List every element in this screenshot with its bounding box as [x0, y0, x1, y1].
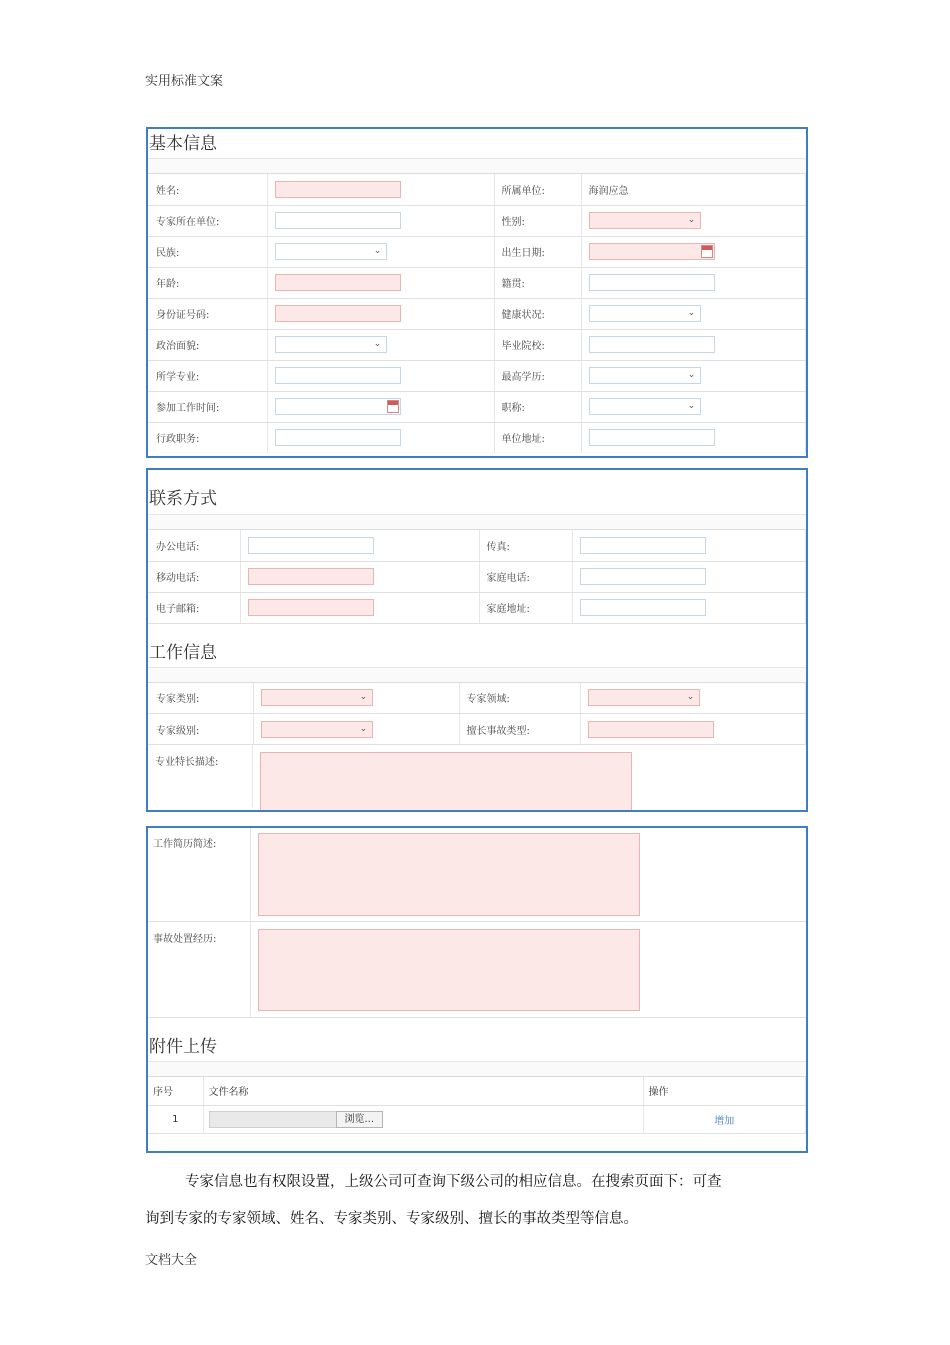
- form-row: [148, 683, 806, 714]
- table-header-row: [148, 1077, 806, 1105]
- work-start-label: 参加工作时间:: [148, 391, 267, 422]
- expert-level-label: 专家级别:: [148, 714, 253, 745]
- add-link[interactable]: 增加: [714, 1115, 735, 1127]
- work-title: 工作信息: [148, 638, 806, 668]
- chevron-down-icon: ⌄: [686, 692, 695, 703]
- browse-button[interactable]: 浏览...: [336, 1111, 384, 1128]
- expert-category-select[interactable]: [261, 689, 373, 706]
- basic-info-title: 基本信息: [148, 129, 806, 159]
- paragraph-line-1: 专家信息也有权限设置，上级公司可查询下级公司的相应信息。在搜索页面下：可查: [185, 1174, 722, 1190]
- fax-label: 传真:: [479, 530, 572, 561]
- accident-type-label: 擅长事故类型:: [459, 714, 580, 745]
- expert-field-select[interactable]: [588, 689, 700, 706]
- birthdate-label: 出生日期:: [494, 236, 581, 267]
- fax-input[interactable]: [580, 537, 706, 554]
- unit-value: 海润应急: [581, 174, 806, 205]
- section-divider: [148, 1062, 806, 1077]
- name-input[interactable]: [275, 181, 401, 198]
- form-row: [148, 236, 806, 267]
- form-row: [148, 714, 806, 745]
- history-attach-panel: [146, 826, 808, 1153]
- accident-history-label: 事故处置经历:: [148, 922, 251, 1018]
- chevron-down-icon: ⌄: [359, 723, 368, 734]
- contact-work-panel: [146, 468, 808, 812]
- age-label: 年龄:: [148, 267, 267, 298]
- chevron-down-icon: ⌄: [373, 246, 382, 256]
- education-label: 最高学历:: [494, 360, 581, 391]
- form-row: [148, 530, 806, 561]
- form-row: [148, 329, 806, 360]
- major-input[interactable]: [275, 367, 401, 384]
- body-paragraph: [145, 1164, 765, 1238]
- calendar-icon[interactable]: [701, 245, 713, 258]
- address-input[interactable]: [589, 429, 715, 446]
- section-divider: [148, 668, 806, 683]
- form-row: [148, 561, 806, 592]
- work-history-label: 工作简历简述:: [148, 828, 251, 922]
- native-place-label: 籍贯:: [494, 267, 581, 298]
- admin-post-label: 行政职务:: [148, 422, 267, 453]
- form-row: [148, 298, 806, 329]
- native-place-input[interactable]: [589, 274, 715, 291]
- birthdate-input[interactable]: [589, 243, 715, 260]
- email-input[interactable]: [248, 599, 374, 616]
- expert-field-label: 专家领域:: [459, 683, 580, 714]
- work-start-input[interactable]: [275, 398, 401, 415]
- attach-table: [148, 1077, 806, 1134]
- chevron-down-icon: ⌄: [359, 692, 368, 703]
- section-divider: [148, 515, 806, 530]
- form-row: [148, 174, 806, 205]
- col-op-header: 操作: [643, 1077, 806, 1105]
- specialty-desc-label: 专业特长描述:: [148, 745, 253, 807]
- calendar-icon[interactable]: [387, 400, 399, 413]
- work-form: [148, 683, 806, 746]
- accident-history-textarea[interactable]: [258, 929, 640, 1011]
- chevron-down-icon: ⌄: [687, 370, 696, 380]
- ethnicity-select[interactable]: [275, 243, 387, 260]
- office-phone-label: 办公电话:: [148, 530, 240, 561]
- specialty-desc-textarea[interactable]: [260, 752, 632, 812]
- row-no: 1: [148, 1105, 203, 1133]
- work-history-textarea[interactable]: [258, 833, 640, 916]
- unit-label: 所属单位:: [494, 174, 581, 205]
- file-path-input[interactable]: [209, 1111, 337, 1128]
- form-row: [148, 205, 806, 236]
- political-select[interactable]: [275, 336, 387, 353]
- contact-title: 联系方式: [148, 484, 806, 515]
- expert-category-label: 专家类别:: [148, 683, 253, 714]
- page-footer: 文档大全: [145, 1253, 198, 1268]
- form-row: [148, 267, 806, 298]
- expert-unit-input[interactable]: [275, 212, 401, 229]
- id-number-input[interactable]: [275, 305, 401, 322]
- gender-select[interactable]: [589, 212, 701, 229]
- id-number-label: 身份证号码:: [148, 298, 267, 329]
- chevron-down-icon: ⌄: [373, 339, 382, 349]
- accident-type-input[interactable]: [588, 721, 714, 738]
- table-row: [148, 1105, 806, 1133]
- gender-label: 性别:: [494, 205, 581, 236]
- home-address-label: 家庭地址:: [479, 592, 572, 623]
- chevron-down-icon: ⌄: [687, 308, 696, 318]
- expert-unit-label: 专家所在单位:: [148, 205, 267, 236]
- attach-title: 附件上传: [148, 1032, 806, 1062]
- home-phone-input[interactable]: [580, 568, 706, 585]
- chevron-down-icon: ⌄: [687, 401, 696, 411]
- title-select[interactable]: [589, 398, 701, 415]
- address-label: 单位地址:: [494, 422, 581, 453]
- education-select[interactable]: [589, 367, 701, 384]
- political-label: 政治面貌:: [148, 329, 267, 360]
- col-name-header: 文件名称: [203, 1077, 643, 1105]
- form-row: [148, 422, 806, 453]
- ethnicity-label: 民族:: [148, 236, 267, 267]
- form-row: [148, 360, 806, 391]
- add-cell: [643, 1105, 806, 1133]
- form-row: [148, 391, 806, 422]
- email-label: 电子邮箱:: [148, 592, 240, 623]
- major-label: 所学专业:: [148, 360, 267, 391]
- mobile-input[interactable]: [248, 568, 374, 585]
- age-input[interactable]: [275, 274, 401, 291]
- form-row: [148, 592, 806, 623]
- health-select[interactable]: [589, 305, 701, 322]
- home-address-input[interactable]: [580, 599, 706, 616]
- name-label: 姓名:: [148, 174, 267, 205]
- school-label: 毕业院校:: [494, 329, 581, 360]
- school-input[interactable]: [589, 336, 715, 353]
- col-no-header: 序号: [148, 1077, 203, 1105]
- basic-info-panel: [146, 127, 808, 458]
- paragraph-line-2: 询到专家的专家领域、姓名、专家类别、专家级别、擅长的事故类型等信息。: [145, 1211, 638, 1227]
- office-phone-input[interactable]: [248, 537, 374, 554]
- file-cell: [203, 1105, 643, 1133]
- contact-form: [148, 530, 806, 624]
- section-divider: [148, 159, 806, 174]
- title-label: 职称:: [494, 391, 581, 422]
- mobile-label: 移动电话:: [148, 561, 240, 592]
- basic-info-form: [148, 174, 806, 453]
- home-phone-label: 家庭电话:: [479, 561, 572, 592]
- expert-level-select[interactable]: [261, 721, 373, 738]
- health-label: 健康状况:: [494, 298, 581, 329]
- chevron-down-icon: ⌄: [687, 215, 696, 225]
- page-header: 实用标准文案: [145, 74, 224, 89]
- admin-post-input[interactable]: [275, 429, 401, 446]
